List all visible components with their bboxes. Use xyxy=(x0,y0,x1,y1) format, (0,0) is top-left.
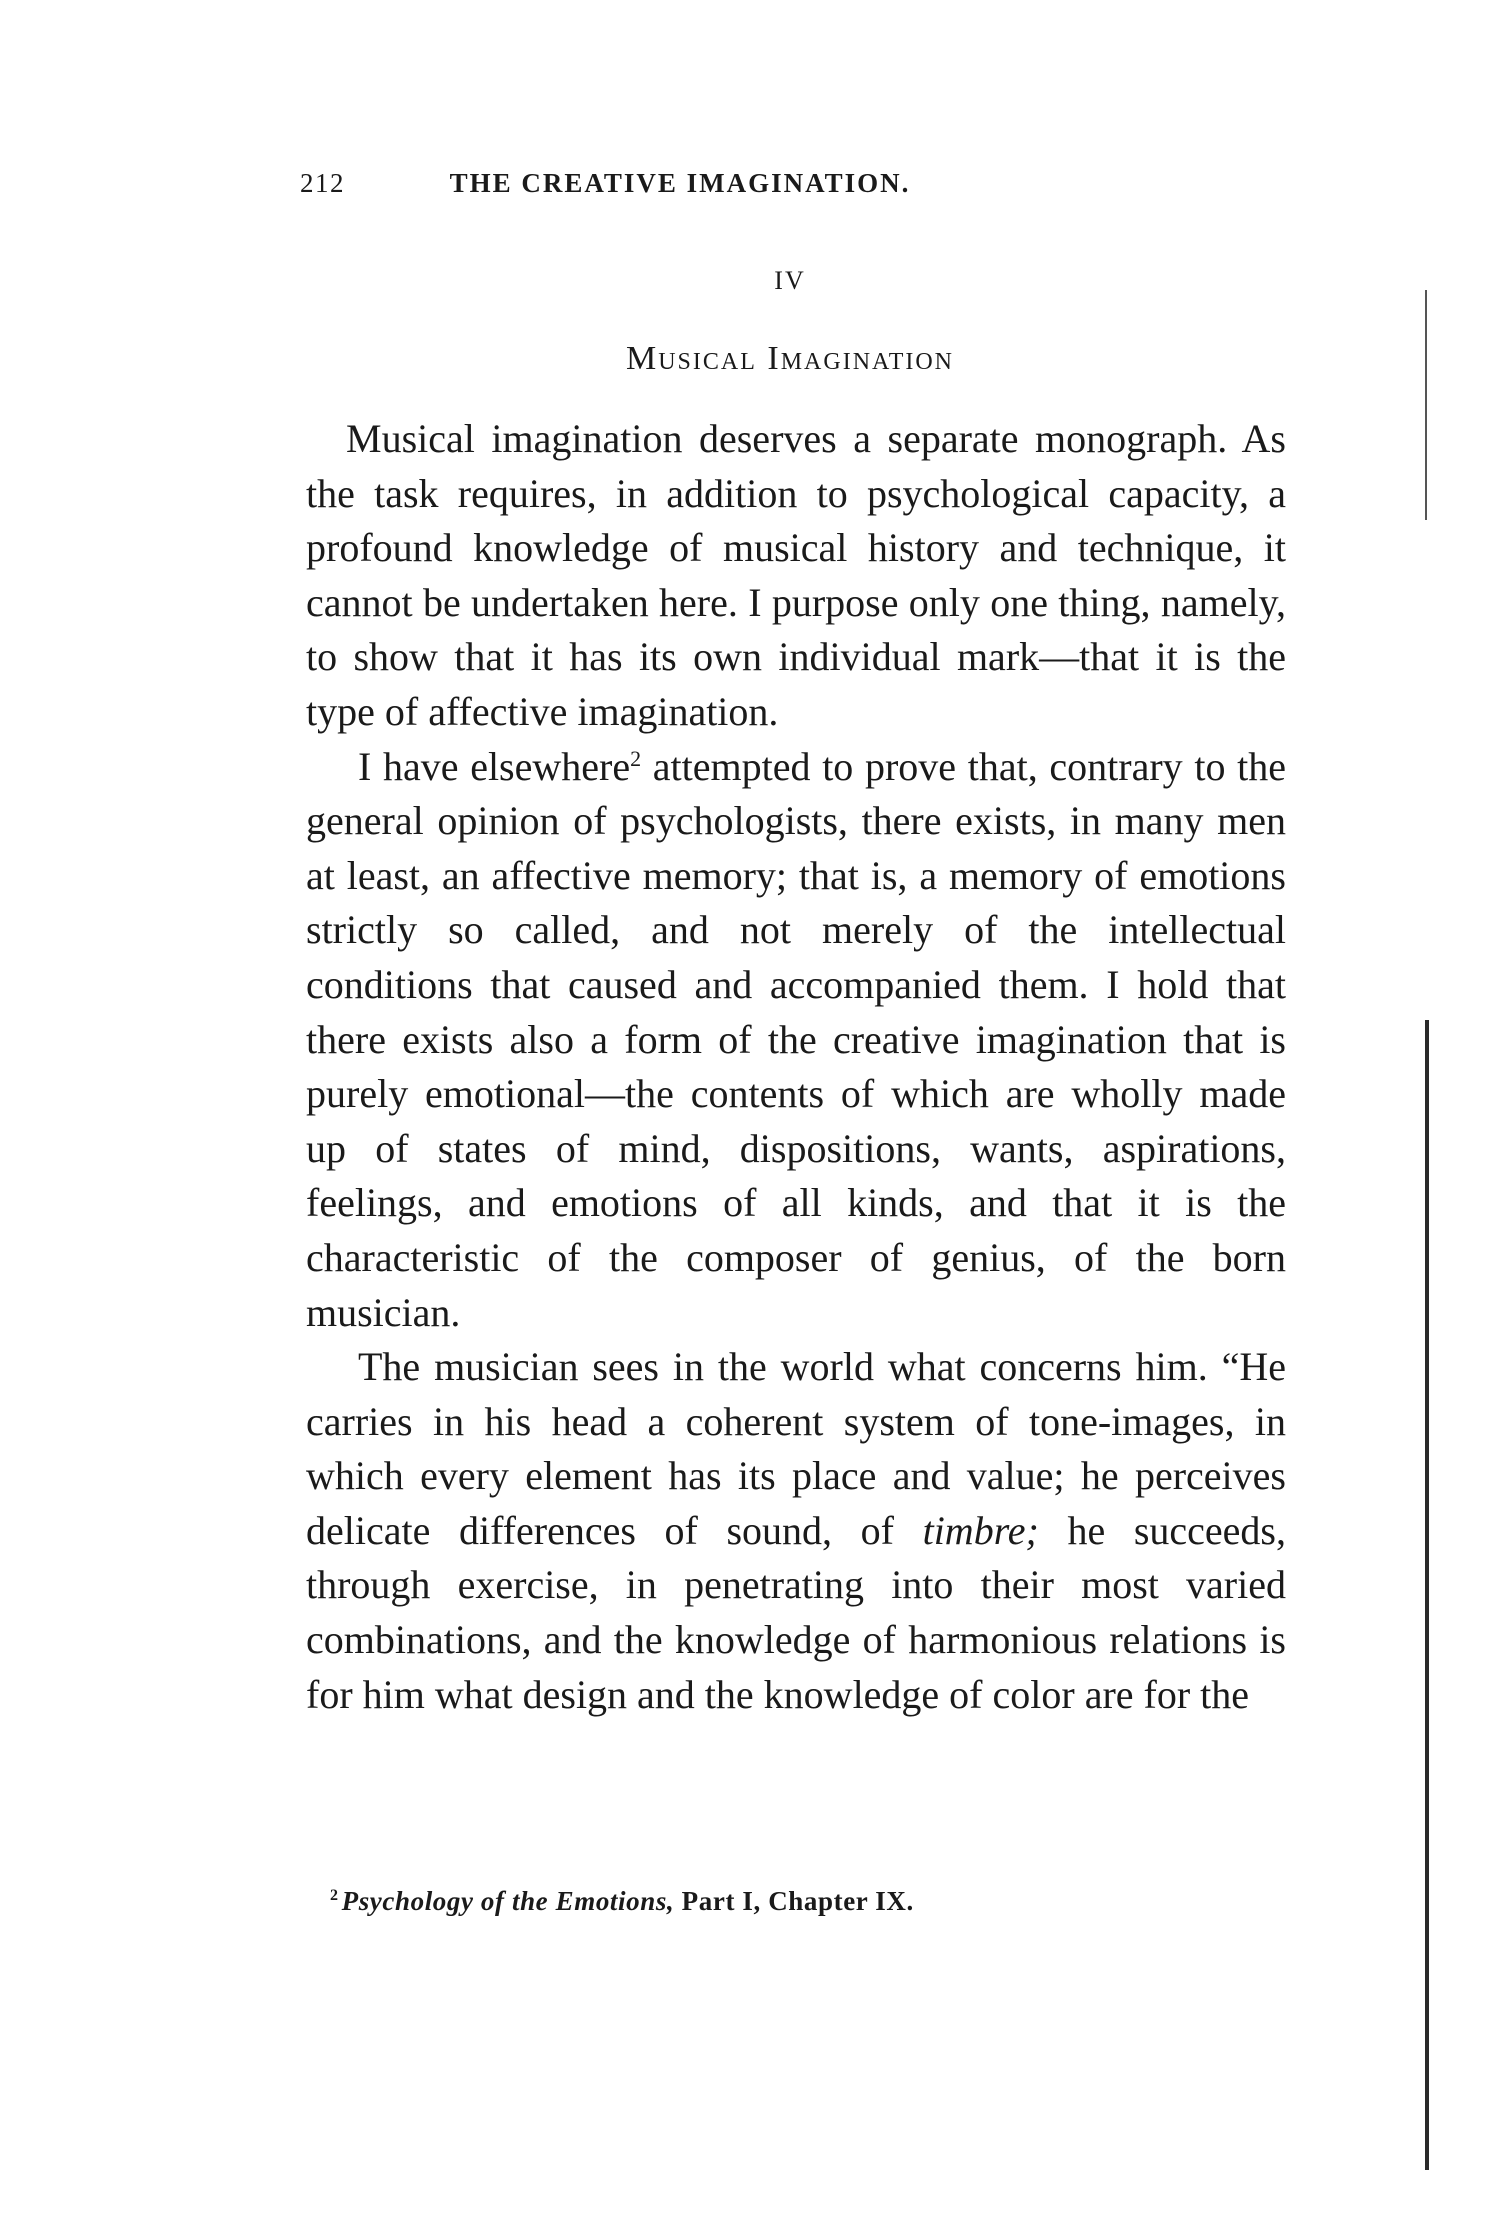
paragraph-1: Musical imagination deserves a separate monograph. As the task requires, in addition to psychological capacity, a profound knowledge of musical history and technique, it cannot be undertaken here. I purpose only one thing, namely, to show that it has its own individual mark—that it is the type of affective imagination. xyxy=(306,416,1286,734)
footnote xyxy=(330,1886,1290,1917)
paragraph-2-start: I have elsewhere xyxy=(358,743,631,789)
scan-edge-mark-upper xyxy=(1425,290,1427,520)
body-text xyxy=(306,412,1286,1722)
italic-term: timbre; xyxy=(922,1507,1039,1553)
footnote-mark: 2 xyxy=(330,1887,339,1904)
section-number: IV xyxy=(774,266,806,295)
section-title: Musical Imagination xyxy=(625,340,955,377)
footnote-title: Psychology of the Emotions, xyxy=(341,1886,675,1916)
scan-edge-mark-lower xyxy=(1425,1020,1429,2170)
paragraph-3-start: The musician sees in the world what concerns him. “He carries in his head a coherent system of tone-images, in which every element has its place and value; he perceives delicate differences of sound, of xyxy=(306,1344,1286,1553)
paragraph-3-rest: he succeeds, through exercise, in penetrating into their most varied combinations, and the knowledge of harmonious relations is for him what design and the knowledge of color are for the xyxy=(306,1507,1286,1717)
book-title: THE CREATIVE IMAGINATION. xyxy=(449,168,911,198)
paragraph-2-rest: attempted to prove that, contrary to the general opinion of psychologists, there exists, in many men at least, an affective memory; that is, a memory of emotions strictly so called, and not merely of the intellectual conditions that caused and accompanied them. I hold that there exists also a form of the creative imagination that is purely emotional—the contents of which are wholly made up of states of mind, dispositions, wants, aspirations, feelings, and emotions of all kinds, and that it is the characteristic of the composer of genius, of the born musician. xyxy=(306,743,1287,1335)
footnote-reference: 2 xyxy=(630,745,642,771)
footnote-rest: Part I, Chapter IX. xyxy=(674,1886,914,1916)
paragraph-2 xyxy=(306,740,1286,1341)
page-number: 212 xyxy=(300,168,345,198)
running-head xyxy=(300,168,1060,208)
paragraph-3 xyxy=(306,1340,1286,1722)
